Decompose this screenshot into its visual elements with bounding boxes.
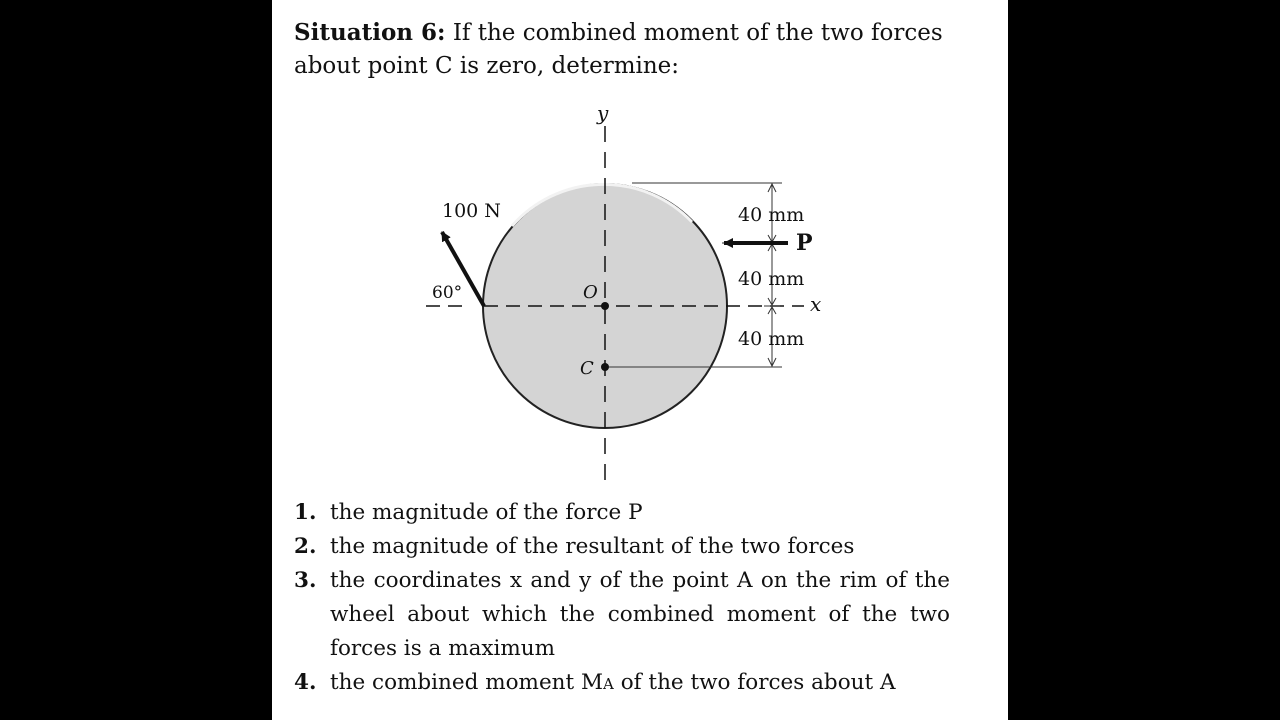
question-number: 4. <box>294 670 317 695</box>
x-axis-label: x <box>810 292 822 316</box>
question-text: the magnitude of the force P <box>330 500 643 525</box>
question-text <box>330 666 950 701</box>
situation-title: Situation 6: <box>294 19 446 46</box>
dimension-label-bottom: 40 mm <box>738 328 805 350</box>
moment-subscript: A <box>603 675 614 693</box>
center-point <box>601 302 609 310</box>
question-item <box>294 530 950 564</box>
question-number: 3. <box>294 568 317 593</box>
dimension-label-top: 40 mm <box>738 204 805 226</box>
situation-text: If the combined moment of the two forces about point C is zero, determine: <box>294 20 943 79</box>
question-text-after: of the two forces about A <box>613 670 896 695</box>
question-item <box>294 666 950 701</box>
question-list <box>294 496 950 701</box>
question-text: the coordinates x and y of the point A on the rim of the wheel about which the combined moment of the two forces is a maximum <box>330 568 950 661</box>
problem-page <box>272 0 1008 720</box>
point-c <box>601 363 609 371</box>
force-100n-label: 100 N <box>442 200 501 222</box>
question-text: the magnitude of the resultant of the two forces <box>330 534 855 559</box>
angle-label: 60° <box>432 283 463 303</box>
wheel-diagram <box>272 0 1008 500</box>
center-label: O <box>583 282 598 303</box>
force-p-label: P <box>796 230 813 256</box>
question-item <box>294 496 950 530</box>
point-c-label: C <box>580 358 594 379</box>
question-number: 1. <box>294 500 317 525</box>
dimension-label-middle: 40 mm <box>738 268 805 290</box>
question-text-before: the combined moment M <box>330 670 604 695</box>
question-item <box>294 564 950 666</box>
question-number: 2. <box>294 534 317 559</box>
y-axis-label: y <box>597 101 609 125</box>
